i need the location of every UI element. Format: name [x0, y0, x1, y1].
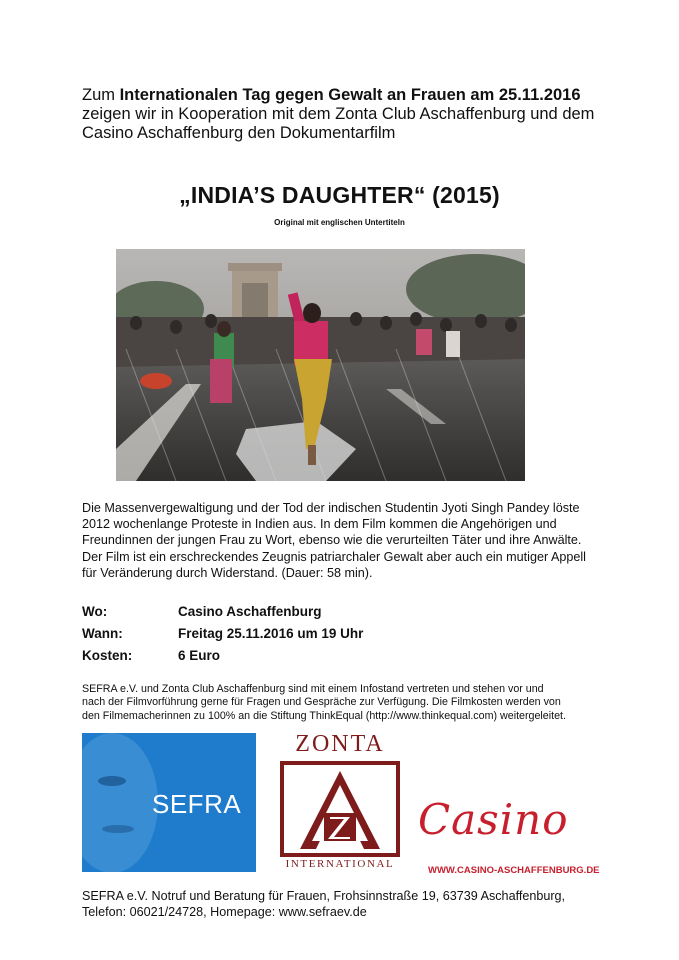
film-year: (2015)	[432, 182, 500, 208]
film-description	[82, 500, 612, 581]
detail-label: Wo:	[82, 604, 108, 619]
detail-row-time	[82, 626, 482, 648]
description-line: 2012 wochenlange Proteste in Indien aus. In dem Film kommen die Angehörigen und	[82, 517, 557, 532]
footer-line: Telefon: 06021/24728, Homepage: www.sefraev.de	[82, 905, 367, 919]
footer-contact	[82, 888, 565, 920]
sefra-logo	[82, 733, 256, 872]
zonta-logo-subtitle: INTERNATIONAL	[285, 858, 395, 870]
info-note	[82, 683, 622, 723]
casino-logo	[418, 795, 598, 880]
sefra-logo-text: SEFRA	[152, 789, 242, 819]
intro-line-3: Casino Aschaffenburg den Dokumentarfilm	[82, 124, 396, 142]
detail-value: Freitag 25.11.2016 um 19 Uhr	[178, 626, 364, 641]
film-title	[0, 182, 679, 209]
event-details	[82, 604, 482, 670]
casino-logo-text: Casino	[418, 795, 569, 844]
detail-row-location	[82, 604, 482, 626]
casino-logo-url: WWW.CASINO-ASCHAFFENBURG.DE	[428, 865, 600, 876]
description-line: Der Film ist ein erschreckendes Zeugnis patriarchaler Gewalt aber auch ein mutiger Appell	[82, 549, 586, 564]
note-line: den Filmemacherinnen zu 100% an die Stiftung ThinkEqual (http://www.thinkequal.com) weitergeleitet.	[82, 709, 566, 722]
protest-photo	[116, 249, 525, 481]
zonta-logo	[276, 731, 404, 877]
intro-line-2: zeigen wir in Kooperation mit dem Zonta Club Aschaffenburg und dem	[82, 105, 595, 123]
intro-line-1-prefix: Zum	[82, 86, 120, 104]
description-line: Die Massenvergewaltigung und der Tod der indischen Studentin Jyoti Singh Pandey löste	[82, 501, 580, 515]
zonta-emblem-icon	[280, 761, 400, 857]
detail-value: Casino Aschaffenburg	[178, 604, 322, 619]
description-line: Freundinnen der jungen Frau zu Wort, ebenso wie die verurteilten Täter und ihre Anwälte.	[82, 533, 582, 548]
detail-label: Wann:	[82, 626, 123, 641]
note-line: SEFRA e.V. und Zonta Club Aschaffenburg sind mit einem Infostand vertreten und stehen vor und	[82, 683, 544, 695]
detail-label: Kosten:	[82, 648, 133, 663]
footer-line: SEFRA e.V. Notruf und Beratung für Frauen, Frohsinnstraße 19, 63739 Aschaffenburg,	[82, 889, 566, 903]
intro-line-1	[82, 86, 642, 105]
film-title-text: „INDIA’S DAUGHTER“	[179, 182, 426, 208]
intro-line-1-bold: Internationalen Tag gegen Gewalt an Frauen am 25.11.2016	[119, 86, 581, 104]
description-line: für Veränderung durch Widerstand. (Dauer: 58 min).	[82, 565, 373, 580]
zonta-logo-title: ZONTA	[295, 731, 385, 757]
note-line: nach der Filmvorführung gerne für Fragen und Gespräche zur Verfügung. Die Filmkosten werden von	[82, 696, 561, 709]
film-subtitle: Original mit englischen Untertiteln	[274, 218, 405, 227]
intro-text	[82, 86, 642, 143]
detail-value: 6 Euro	[178, 648, 221, 663]
detail-row-cost	[82, 648, 482, 670]
